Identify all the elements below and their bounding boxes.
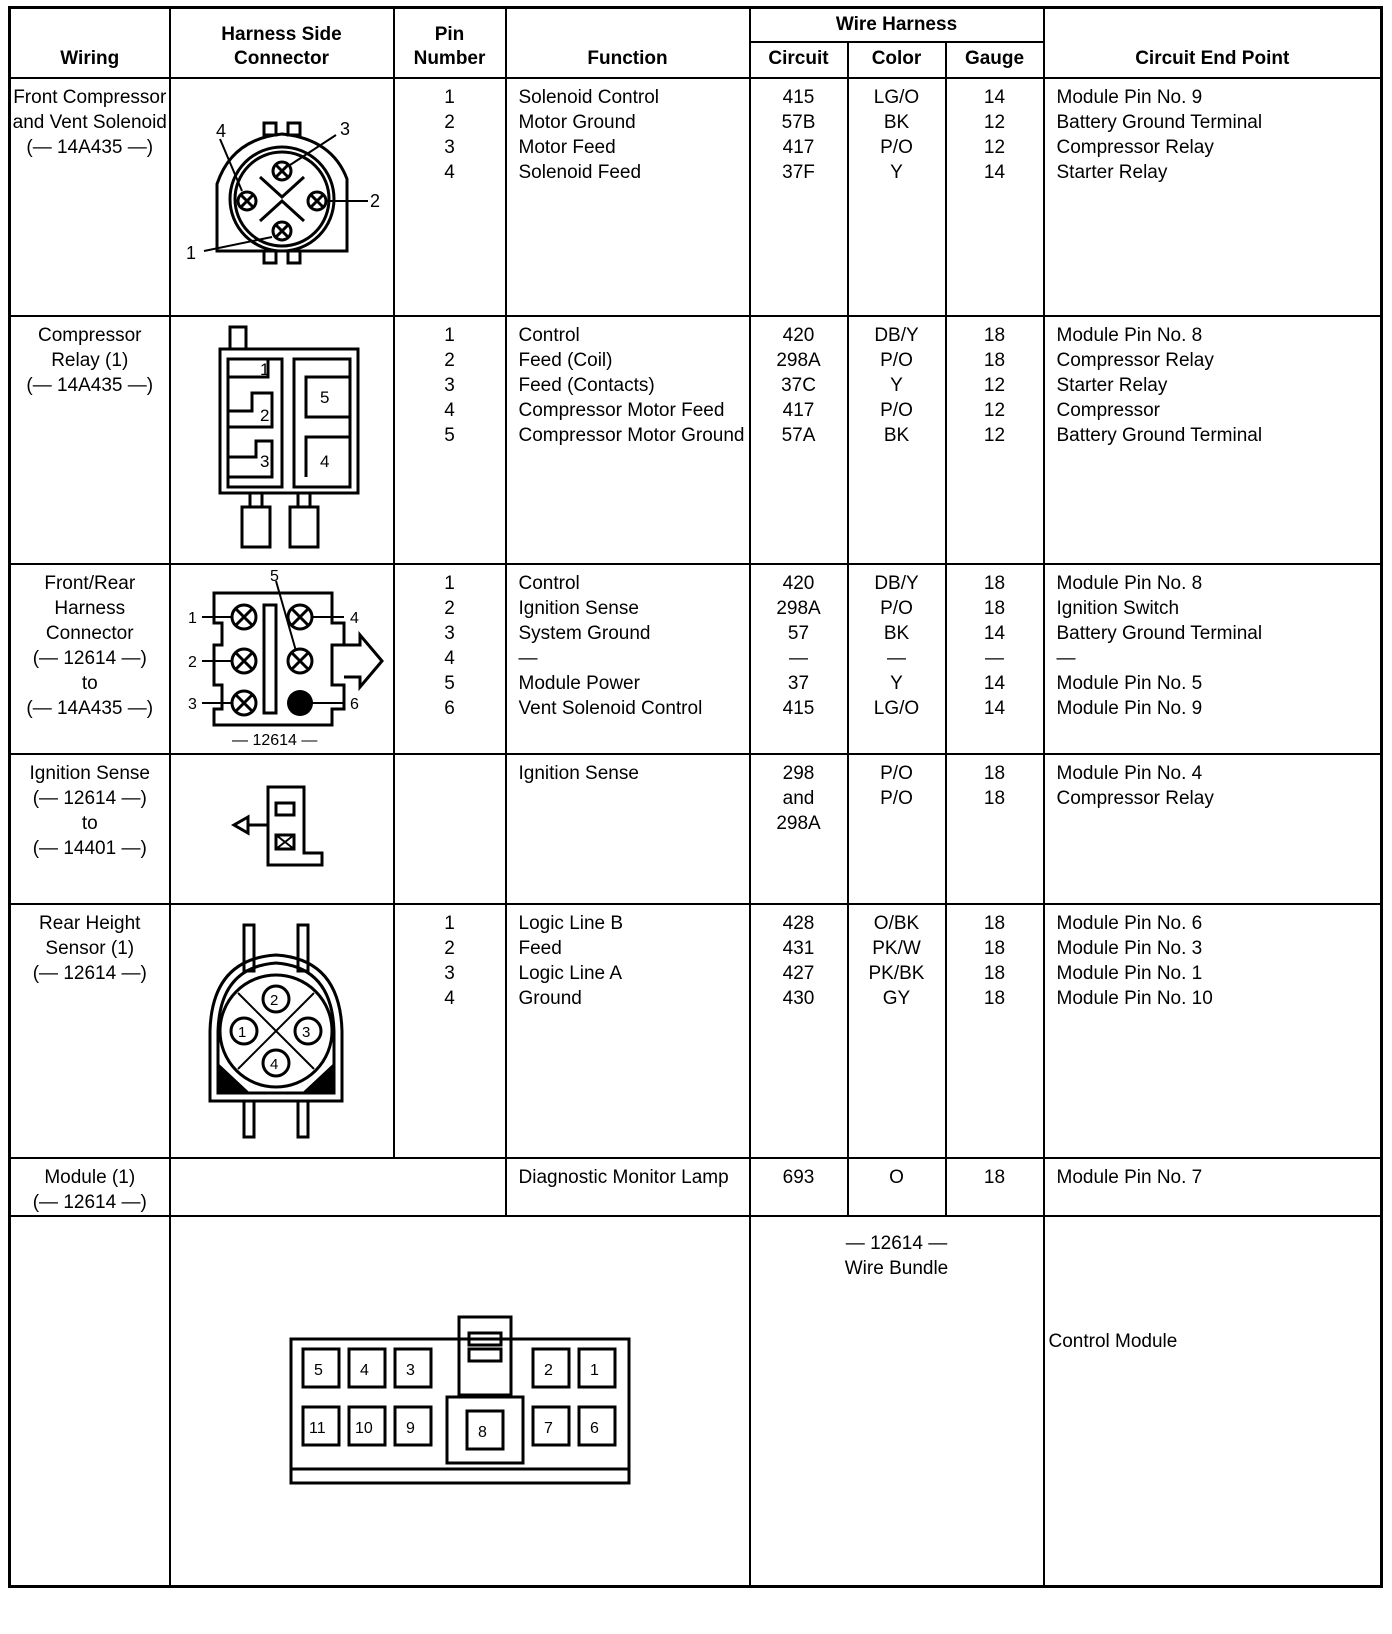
endpoint-text: Module Pin No. 8 bbox=[1056, 573, 1203, 594]
circuit-value: 57A bbox=[781, 425, 816, 446]
endpoint-cell bbox=[1044, 316, 1382, 564]
header-circuit-end-point: Circuit End Point bbox=[1044, 8, 1382, 79]
color-value: PK/W bbox=[872, 938, 921, 959]
color-value: P/O bbox=[880, 598, 913, 619]
pin-label: 4 bbox=[269, 1056, 278, 1073]
wire-bundle-cell bbox=[750, 1216, 1044, 1586]
gauge-value: 18 bbox=[983, 913, 1006, 934]
color-value: P/O bbox=[880, 137, 913, 158]
control-module-cell bbox=[1044, 1216, 1382, 1586]
connector-diagram-cell bbox=[170, 1158, 506, 1216]
wiring-line: Harness bbox=[54, 598, 126, 619]
color-cell bbox=[848, 316, 946, 564]
pin-label: 3 bbox=[259, 452, 269, 471]
gauge-value: 12 bbox=[983, 400, 1006, 421]
pin-label: 9 bbox=[405, 1420, 415, 1437]
circuit-value: 420 bbox=[782, 325, 815, 346]
connector-diagram-cell bbox=[170, 316, 394, 564]
pin-label: 2 bbox=[543, 1362, 553, 1379]
connector-id-label: — 12614 — bbox=[231, 732, 317, 749]
gauge-value: 14 bbox=[983, 162, 1006, 183]
gauge-cell bbox=[946, 78, 1044, 316]
wire-bundle-label bbox=[751, 1217, 1043, 1281]
connector-diagram-cell bbox=[170, 754, 394, 904]
color-value: Y bbox=[890, 162, 903, 183]
circuit-value: 417 bbox=[782, 400, 815, 421]
header-harness-side-connector: Harness Side Connector bbox=[170, 8, 394, 79]
function-text: Feed (Coil) bbox=[518, 350, 613, 371]
header-wiring: Wiring bbox=[10, 8, 170, 79]
table-row bbox=[10, 564, 1382, 754]
circuit-cell bbox=[750, 316, 848, 564]
pin-number: 3 bbox=[444, 137, 455, 158]
color-cell bbox=[848, 904, 946, 1158]
header-wire-harness: Wire Harness bbox=[750, 8, 1044, 43]
header-gauge: Gauge bbox=[946, 42, 1044, 78]
circuit-value: 298 bbox=[782, 763, 815, 784]
color-value: P/O bbox=[880, 350, 913, 371]
color-cell bbox=[848, 754, 946, 904]
gauge-value: 18 bbox=[983, 573, 1006, 594]
circuit-value: 430 bbox=[782, 988, 815, 1009]
pin-label: 1 bbox=[589, 1362, 599, 1379]
circuit-value: 57 bbox=[787, 623, 810, 644]
control-module-label: Control Module bbox=[1048, 1331, 1178, 1352]
function-text: System Ground bbox=[518, 623, 651, 644]
pin-label: 5 bbox=[269, 568, 279, 585]
endpoint-text: Module Pin No. 1 bbox=[1056, 963, 1203, 984]
endpoint-text: Starter Relay bbox=[1056, 162, 1168, 183]
pin-number: 5 bbox=[444, 673, 455, 694]
pin-number-cell bbox=[394, 754, 506, 904]
wiring-cell bbox=[10, 1216, 170, 1586]
circuit-cell bbox=[750, 1158, 848, 1216]
endpoint-text: Compressor bbox=[1056, 400, 1160, 421]
pin-number: 2 bbox=[444, 112, 455, 133]
header-color: Color bbox=[848, 42, 946, 78]
connector-diagram-cell bbox=[170, 904, 394, 1158]
pin-label: 2 bbox=[269, 992, 278, 1009]
pin-label: 5 bbox=[313, 1362, 323, 1379]
endpoint-text: Module Pin No. 8 bbox=[1056, 325, 1203, 346]
circuit-cell bbox=[750, 904, 848, 1158]
control-module-connector-diagram bbox=[171, 1217, 749, 1583]
endpoint-text: Module Pin No. 10 bbox=[1056, 988, 1213, 1009]
wiring-line: Ignition Sense bbox=[29, 763, 150, 784]
wiring-line: and Vent Solenoid bbox=[12, 112, 167, 133]
pin-label: 4 bbox=[215, 121, 226, 141]
endpoint-text: Battery Ground Terminal bbox=[1056, 112, 1263, 133]
wiring-line: (— 12614 —) bbox=[32, 788, 147, 809]
pin-number: 5 bbox=[444, 425, 455, 446]
circuit-value: 693 bbox=[782, 1167, 815, 1188]
gauge-cell bbox=[946, 564, 1044, 754]
endpoint-text: Battery Ground Terminal bbox=[1056, 425, 1263, 446]
wiring-line: Compressor bbox=[38, 325, 142, 346]
circuit-value: 415 bbox=[782, 87, 815, 108]
color-value: PK/BK bbox=[868, 963, 925, 984]
pin-label: 2 bbox=[187, 654, 197, 671]
wiring-line: (— 12614 —) bbox=[32, 963, 147, 984]
circuit-value: 298A bbox=[776, 350, 821, 371]
endpoint-cell bbox=[1044, 1158, 1382, 1216]
endpoint-cell bbox=[1044, 78, 1382, 316]
pin-label: 4 bbox=[319, 452, 329, 471]
circuit-value: 37F bbox=[782, 162, 815, 183]
wiring-line: Sensor (1) bbox=[45, 938, 135, 959]
circuit-value: 57B bbox=[781, 112, 816, 133]
connector-diagram-cell bbox=[170, 78, 394, 316]
gauge-value: 18 bbox=[983, 788, 1006, 809]
color-value: LG/O bbox=[873, 87, 920, 108]
ignition-sense-connector-diagram bbox=[172, 755, 392, 901]
pin-label: 1 bbox=[237, 1024, 246, 1041]
function-text: Solenoid Feed bbox=[518, 162, 642, 183]
function-text: Module Power bbox=[518, 673, 640, 694]
function-cell bbox=[506, 754, 750, 904]
gauge-value: 18 bbox=[983, 938, 1006, 959]
color-value: O bbox=[889, 1167, 904, 1188]
table-row bbox=[10, 1158, 1382, 1216]
pin-label: 3 bbox=[405, 1362, 415, 1379]
wiring-line: Relay (1) bbox=[51, 350, 129, 371]
function-cell bbox=[506, 78, 750, 316]
function-text: Motor Ground bbox=[518, 112, 636, 133]
gauge-value: 18 bbox=[983, 1167, 1006, 1188]
endpoint-text: Module Pin No. 9 bbox=[1056, 87, 1203, 108]
function-text: Ignition Sense bbox=[518, 598, 639, 619]
endpoint-text: Battery Ground Terminal bbox=[1056, 623, 1263, 644]
gauge-value: 18 bbox=[983, 988, 1006, 1009]
circuit-cell bbox=[750, 754, 848, 904]
header-circuit: Circuit bbox=[750, 42, 848, 78]
function-text: Ignition Sense bbox=[518, 763, 639, 784]
wiring-line: (— 12614 —) bbox=[32, 648, 147, 669]
pin-label: 10 bbox=[354, 1420, 373, 1437]
circuit-value: 415 bbox=[782, 698, 815, 719]
color-value: BK bbox=[883, 112, 910, 133]
function-text: Ground bbox=[518, 988, 582, 1009]
wire-bundle-id: — 12614 — bbox=[845, 1233, 948, 1254]
wiring-line: (— 14A435 —) bbox=[26, 375, 154, 396]
color-value: — bbox=[887, 648, 906, 669]
table-row bbox=[10, 1216, 1382, 1586]
pin-label: 11 bbox=[308, 1420, 326, 1437]
table-row bbox=[10, 904, 1382, 1158]
pin-number-cell bbox=[394, 316, 506, 564]
compressor-solenoid-connector-diagram bbox=[172, 79, 392, 311]
pin-label: 1 bbox=[185, 243, 196, 263]
color-value: O/BK bbox=[873, 913, 920, 934]
circuit-value: 417 bbox=[782, 137, 815, 158]
gauge-value: 14 bbox=[983, 698, 1006, 719]
wiring-line: to bbox=[81, 813, 98, 834]
function-text: Logic Line A bbox=[518, 963, 623, 984]
endpoint-text: Compressor Relay bbox=[1056, 137, 1214, 158]
wiring-line: Front/Rear bbox=[44, 573, 136, 594]
color-value: DB/Y bbox=[874, 573, 919, 594]
table-row bbox=[10, 754, 1382, 904]
color-value: LG/O bbox=[873, 698, 920, 719]
function-cell bbox=[506, 904, 750, 1158]
gauge-value: — bbox=[985, 648, 1004, 669]
endpoint-text: Module Pin No. 9 bbox=[1056, 698, 1203, 719]
wiring-line: Rear Height bbox=[39, 913, 141, 934]
wiring-line: (— 14A435 —) bbox=[26, 137, 154, 158]
wiring-line: (— 12614 —) bbox=[32, 1192, 147, 1213]
endpoint-text: Starter Relay bbox=[1056, 375, 1168, 396]
pin-number: 1 bbox=[444, 325, 455, 346]
wiring-cell bbox=[10, 1158, 170, 1216]
circuit-value: 37C bbox=[781, 375, 816, 396]
endpoint-cell bbox=[1044, 564, 1382, 754]
pin-number: 2 bbox=[444, 598, 455, 619]
circuit-value: 431 bbox=[782, 938, 815, 959]
endpoint-text: Module Pin No. 6 bbox=[1056, 913, 1203, 934]
front-rear-harness-connector-diagram bbox=[172, 565, 392, 751]
pin-label: 4 bbox=[349, 610, 359, 627]
circuit-value: 420 bbox=[782, 573, 815, 594]
pin-number-cell bbox=[394, 564, 506, 754]
gauge-cell bbox=[946, 316, 1044, 564]
endpoint-text: Module Pin No. 3 bbox=[1056, 938, 1203, 959]
pin-label: 7 bbox=[543, 1420, 553, 1437]
gauge-cell bbox=[946, 1158, 1044, 1216]
gauge-value: 18 bbox=[983, 325, 1006, 346]
pin-label: 6 bbox=[589, 1420, 599, 1437]
function-text: Feed (Contacts) bbox=[518, 375, 655, 396]
pin-label: 8 bbox=[477, 1424, 487, 1441]
pin-number: 4 bbox=[444, 400, 455, 421]
wiring-line: to bbox=[81, 673, 98, 694]
pin-number: 4 bbox=[444, 162, 455, 183]
endpoint-text: Module Pin No. 4 bbox=[1056, 763, 1203, 784]
endpoint-cell bbox=[1044, 904, 1382, 1158]
circuit-cell bbox=[750, 564, 848, 754]
filled-pin-icon bbox=[287, 690, 313, 716]
connector-diagram-cell bbox=[170, 564, 394, 754]
function-text: Compressor Motor Feed bbox=[518, 400, 725, 421]
wiring-line: (— 14401 —) bbox=[32, 838, 147, 859]
circuit-value: and bbox=[782, 788, 815, 809]
compressor-relay-connector-diagram bbox=[172, 317, 392, 561]
pin-number-cell bbox=[394, 904, 506, 1158]
endpoint-text: Compressor Relay bbox=[1056, 350, 1214, 371]
circuit-value: 428 bbox=[782, 913, 815, 934]
pin-label: 5 bbox=[319, 388, 329, 407]
pin-number: 3 bbox=[444, 623, 455, 644]
pin-number: 3 bbox=[444, 963, 455, 984]
color-value: Y bbox=[890, 375, 903, 396]
pin-label: 6 bbox=[349, 696, 359, 713]
gauge-value: 14 bbox=[983, 623, 1006, 644]
endpoint-text: Module Pin No. 5 bbox=[1056, 673, 1203, 694]
circuit-value: 427 bbox=[782, 963, 815, 984]
pin-number: 2 bbox=[444, 938, 455, 959]
table-row bbox=[10, 78, 1382, 316]
wiring-line: Front Compressor bbox=[13, 87, 167, 108]
function-text: — bbox=[518, 648, 538, 669]
pin-label: 3 bbox=[301, 1024, 310, 1041]
gauge-value: 18 bbox=[983, 350, 1006, 371]
endpoint-text: Ignition Switch bbox=[1056, 598, 1180, 619]
pin-number: 2 bbox=[444, 350, 455, 371]
wiring-cell bbox=[10, 904, 170, 1158]
function-text: Control bbox=[518, 573, 580, 594]
color-value: GY bbox=[882, 988, 911, 1009]
wiring-cell bbox=[10, 78, 170, 316]
gauge-value: 12 bbox=[983, 112, 1006, 133]
gauge-value: 18 bbox=[983, 963, 1006, 984]
wiring-line: Module (1) bbox=[44, 1167, 136, 1188]
endpoint-text: Module Pin No. 7 bbox=[1056, 1167, 1203, 1188]
rear-height-sensor-connector-diagram bbox=[172, 905, 392, 1155]
function-text: Solenoid Control bbox=[518, 87, 659, 108]
pin-number: 1 bbox=[444, 913, 455, 934]
color-cell bbox=[848, 78, 946, 316]
function-text: Diagnostic Monitor Lamp bbox=[518, 1167, 729, 1188]
header-function: Function bbox=[506, 8, 750, 79]
pin-number-cell bbox=[394, 78, 506, 316]
circuit-value: 37 bbox=[787, 673, 810, 694]
function-text: Feed bbox=[518, 938, 562, 959]
function-text: Logic Line B bbox=[518, 913, 624, 934]
circuit-value: — bbox=[789, 648, 808, 669]
pin-number: 4 bbox=[444, 988, 455, 1009]
function-text: Motor Feed bbox=[518, 137, 616, 158]
pin-number: 1 bbox=[444, 573, 455, 594]
color-value: BK bbox=[883, 425, 910, 446]
pin-label: 3 bbox=[187, 696, 197, 713]
endpoint-cell bbox=[1044, 754, 1382, 904]
pin-number: 1 bbox=[444, 87, 455, 108]
gauge-cell bbox=[946, 754, 1044, 904]
color-value: P/O bbox=[880, 400, 913, 421]
wiring-cell bbox=[10, 754, 170, 904]
pin-number: 4 bbox=[444, 648, 455, 669]
color-value: Y bbox=[890, 673, 903, 694]
wiring-line: Connector bbox=[45, 623, 134, 644]
pin-number: 6 bbox=[444, 698, 455, 719]
gauge-value: 18 bbox=[983, 763, 1006, 784]
gauge-value: 18 bbox=[983, 598, 1006, 619]
circuit-cell bbox=[750, 78, 848, 316]
wiring-line: (— 14A435 —) bbox=[26, 698, 154, 719]
color-cell bbox=[848, 1158, 946, 1216]
circuit-value: 298A bbox=[776, 598, 821, 619]
color-value: P/O bbox=[880, 788, 913, 809]
wire-bundle-text: Wire Bundle bbox=[844, 1258, 949, 1279]
color-value: BK bbox=[883, 623, 910, 644]
function-cell bbox=[506, 1158, 750, 1216]
table-row bbox=[10, 316, 1382, 564]
header-pin-number: Pin Number bbox=[394, 8, 506, 79]
pin-label: 3 bbox=[339, 119, 350, 139]
wiring-cell bbox=[10, 564, 170, 754]
gauge-value: 14 bbox=[983, 673, 1006, 694]
gauge-value: 12 bbox=[983, 425, 1006, 446]
pin-label: 1 bbox=[259, 360, 269, 379]
gauge-value: 14 bbox=[983, 87, 1006, 108]
color-value: DB/Y bbox=[874, 325, 919, 346]
gauge-cell bbox=[946, 904, 1044, 1158]
endpoint-text: Compressor Relay bbox=[1056, 788, 1214, 809]
color-cell bbox=[848, 564, 946, 754]
endpoint-text: — bbox=[1056, 648, 1076, 669]
pin-number: 3 bbox=[444, 375, 455, 396]
function-text: Control bbox=[518, 325, 580, 346]
gauge-value: 12 bbox=[983, 137, 1006, 158]
function-cell bbox=[506, 316, 750, 564]
wiring-table bbox=[8, 6, 1383, 1588]
pin-label: 1 bbox=[187, 610, 197, 627]
function-text: Vent Solenoid Control bbox=[518, 698, 703, 719]
function-cell bbox=[506, 564, 750, 754]
pin-label: 2 bbox=[369, 191, 380, 211]
color-value: P/O bbox=[880, 763, 913, 784]
connector-diagram-cell bbox=[170, 1216, 750, 1586]
function-text: Compressor Motor Ground bbox=[518, 425, 745, 446]
gauge-value: 12 bbox=[983, 375, 1006, 396]
wiring-cell bbox=[10, 316, 170, 564]
circuit-value: 298A bbox=[776, 813, 821, 834]
pin-label: 4 bbox=[359, 1362, 369, 1379]
pin-label: 2 bbox=[259, 406, 269, 425]
